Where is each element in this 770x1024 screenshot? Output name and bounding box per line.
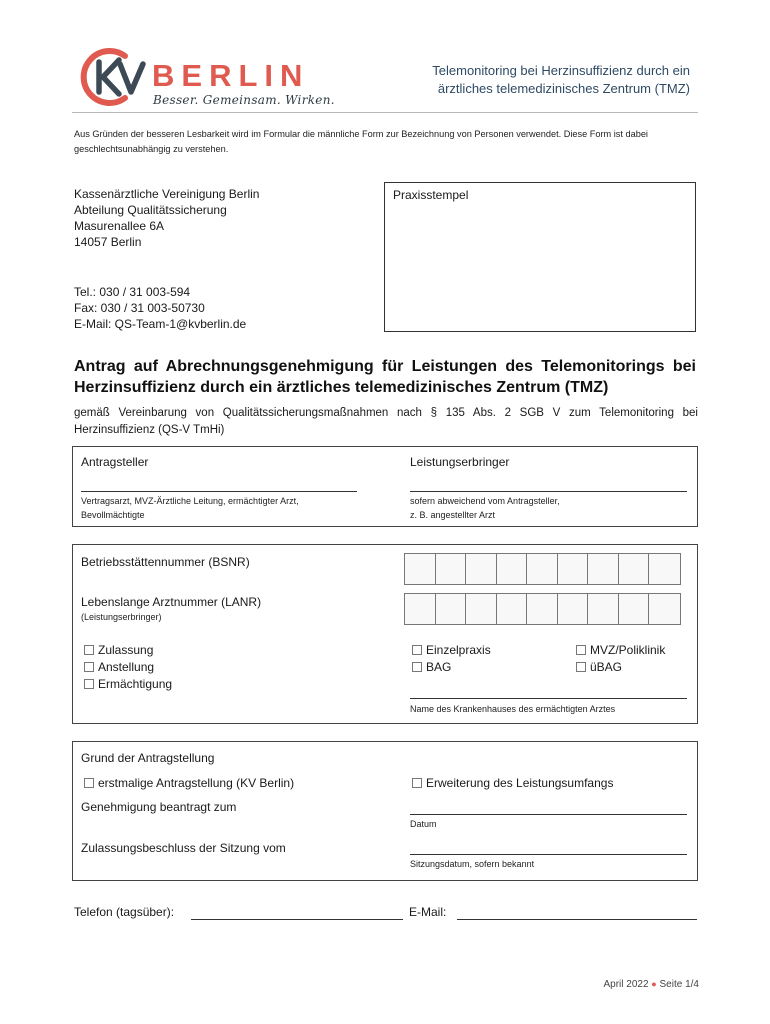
kv-logo-icon	[79, 46, 149, 108]
bsnr-input[interactable]	[404, 553, 681, 585]
page-footer	[603, 979, 699, 990]
checkbox-ermaechtigung[interactable]	[84, 677, 172, 691]
applicant-label: Antragsteller	[81, 455, 149, 469]
reason-section	[72, 741, 698, 881]
checkbox-label: Anstellung	[98, 660, 155, 674]
applicant-input-line[interactable]	[81, 491, 357, 492]
footer-date: April 2022	[603, 979, 649, 990]
checkbox-uebag[interactable]	[576, 660, 622, 674]
address-line: Kassenärztliche Vereinigung Berlin	[74, 187, 260, 201]
hospital-input-line[interactable]	[410, 698, 687, 699]
applicant-note-1: Vertragsarzt, MVZ-Ärztliche Leitung, ermächtigter Arzt,	[81, 496, 299, 506]
applicant-section	[72, 446, 698, 527]
checkbox-einzelpraxis[interactable]	[412, 643, 491, 657]
recipient-address	[74, 186, 259, 250]
phone-label: Telefon (tagsüber):	[74, 905, 175, 919]
digit-cell[interactable]	[588, 594, 619, 624]
lanr-label: Lebenslange Arztnummer (LANR)	[81, 595, 262, 609]
digit-cell[interactable]	[497, 554, 528, 584]
header-divider	[72, 112, 698, 113]
contact-phone: Tel.: 030 / 31 003-594	[74, 285, 191, 299]
address-line: Masurenallee 6A	[74, 219, 165, 233]
email-input-line[interactable]	[457, 919, 697, 920]
logo-slogan: Besser. Gemeinsam. Wirken.	[153, 93, 335, 107]
digit-cell[interactable]	[649, 554, 680, 584]
email-label: E-Mail:	[409, 905, 447, 919]
checkbox-icon[interactable]	[84, 662, 94, 672]
footer-page-number: Seite 1/4	[659, 979, 699, 990]
digit-cell[interactable]	[436, 554, 467, 584]
digit-cell[interactable]	[436, 594, 467, 624]
checkbox-label: BAG	[426, 660, 452, 674]
practice-stamp-field[interactable]	[384, 182, 696, 332]
ids-section	[72, 544, 698, 724]
digit-cell[interactable]	[588, 554, 619, 584]
gender-notice: Aus Gründen der besseren Lesbarkeit wird im Formular die männliche Form zur Bezeichnung von Personen verwendet. Diese Form ist dabei geschlechtsunabhängig zu verstehen.	[74, 129, 648, 154]
approval-date-label: Genehmigung beantragt zum	[81, 800, 237, 814]
header-title-line2: ärztliches telemedizinisches Zentrum (TMZ)	[437, 81, 690, 96]
header-title-line1: Telemonitoring bei Herzinsuffizienz durch ein	[432, 63, 690, 78]
reason-label: Grund der Antragstellung	[81, 751, 215, 765]
digit-cell[interactable]	[527, 594, 558, 624]
provider-label: Leistungserbringer	[410, 455, 510, 469]
session-label: Zulassungsbeschluss der Sitzung vom	[81, 841, 286, 855]
digit-cell[interactable]	[619, 594, 650, 624]
checkbox-label: üBAG	[590, 660, 623, 674]
checkbox-icon[interactable]	[412, 778, 422, 788]
checkbox-label: Zulassung	[98, 643, 154, 657]
logo-wordmark: BERLIN	[152, 58, 310, 93]
checkbox-icon[interactable]	[576, 662, 586, 672]
recipient-contact	[74, 284, 246, 332]
checkbox-icon[interactable]	[84, 679, 94, 689]
lanr-input[interactable]	[404, 593, 681, 625]
checkbox-icon[interactable]	[84, 645, 94, 655]
address-line: Abteilung Qualitätssicherung	[74, 203, 227, 217]
approval-date-input-line[interactable]	[410, 814, 687, 815]
digit-cell[interactable]	[466, 554, 497, 584]
checkbox-first-application[interactable]	[84, 776, 294, 790]
checkbox-label: Erweiterung des Leistungsumfangs	[426, 776, 614, 790]
provider-note-1: sofern abweichend vom Antragsteller,	[410, 496, 560, 506]
session-note: Sitzungsdatum, sofern bekannt	[410, 859, 535, 869]
checkbox-icon[interactable]	[576, 645, 586, 655]
checkbox-label: Einzelpraxis	[426, 643, 491, 657]
checkbox-label: erstmalige Antragstellung (KV Berlin)	[98, 776, 295, 790]
applicant-note-2: Bevollmächtigte	[81, 510, 145, 520]
checkbox-extension[interactable]	[412, 776, 613, 790]
hospital-note: Name des Krankenhauses des ermächtigten Arztes	[410, 704, 616, 714]
form-title: Antrag auf Abrechnungsgenehmigung für Leistungen des Telemonitorings bei Herzinsuffizienz durch ein ärztliches telemedizinisches Zentrum (TMZ)	[74, 358, 696, 396]
digit-cell[interactable]	[619, 554, 650, 584]
digit-cell[interactable]	[649, 594, 680, 624]
digit-cell[interactable]	[558, 594, 589, 624]
document-header-title	[370, 62, 690, 98]
checkbox-anstellung[interactable]	[84, 660, 154, 674]
checkbox-mvz[interactable]	[576, 643, 665, 657]
approval-date-note: Datum	[410, 819, 437, 829]
checkbox-bag[interactable]	[412, 660, 451, 674]
digit-cell[interactable]	[405, 554, 436, 584]
digit-cell[interactable]	[527, 554, 558, 584]
checkbox-icon[interactable]	[412, 645, 422, 655]
phone-input-line[interactable]	[191, 919, 403, 920]
lanr-note: (Leistungserbringer)	[81, 612, 162, 622]
digit-cell[interactable]	[405, 594, 436, 624]
provider-input-line[interactable]	[410, 491, 687, 492]
practice-stamp-label: Praxisstempel	[393, 188, 469, 202]
bsnr-label: Betriebsstättennummer (BSNR)	[81, 555, 250, 569]
contact-email: E-Mail: QS-Team-1@kvberlin.de	[74, 317, 247, 331]
footer-separator-icon: ●	[651, 979, 657, 989]
provider-note-2: z. B. angestellter Arzt	[410, 510, 496, 520]
digit-cell[interactable]	[497, 594, 528, 624]
digit-cell[interactable]	[466, 594, 497, 624]
form-subtitle: gemäß Vereinbarung von Qualitätssicherungsmaßnahmen nach § 135 Abs. 2 SGB V zum Telemonitoring bei Herzinsuffizienz (QS-V TmHi)	[74, 407, 698, 436]
checkbox-icon[interactable]	[84, 778, 94, 788]
contact-fax: Fax: 030 / 31 003-50730	[74, 301, 205, 315]
checkbox-icon[interactable]	[412, 662, 422, 672]
digit-cell[interactable]	[558, 554, 589, 584]
session-date-input-line[interactable]	[410, 854, 687, 855]
address-line: 14057 Berlin	[74, 235, 142, 249]
checkbox-label: Ermächtigung	[98, 677, 173, 691]
checkbox-label: MVZ/Poliklinik	[590, 643, 666, 657]
checkbox-zulassung[interactable]	[84, 643, 153, 657]
